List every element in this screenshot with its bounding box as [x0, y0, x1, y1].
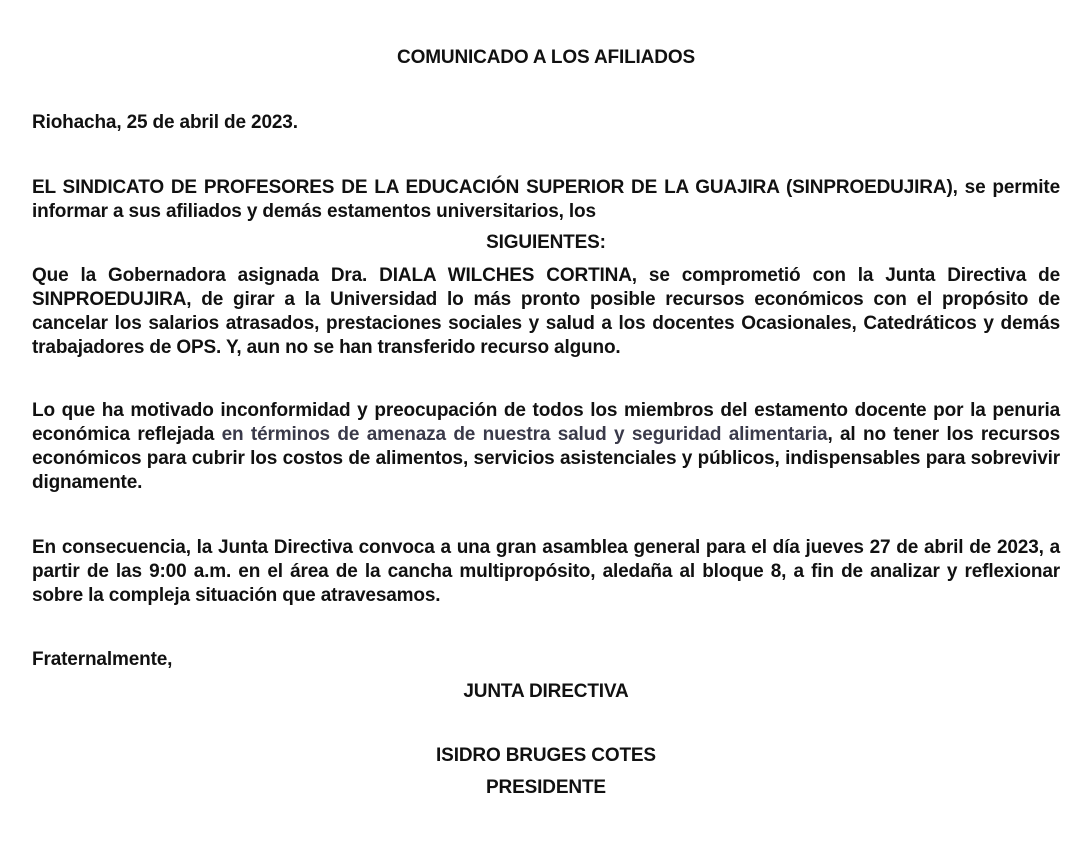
signature-organization: JUNTA DIRECTIVA: [463, 681, 629, 702]
subheading: SIGUIENTES:: [486, 232, 606, 253]
signature-name: ISIDRO BRUGES COTES: [436, 745, 656, 766]
paragraph-2-before: Lo que ha motivado inconformidad y preocupación de todos los miembros del estamento docente por la penuria económica reflejada: [32, 400, 1060, 445]
paragraph-2-after: , al no tener los recursos económicos para cubrir los costos de alimentos, servicios asistenciales y públicos, indispensables para sobrevivir dignamente.: [32, 424, 1061, 493]
paragraph-2: [32, 399, 1060, 495]
signature-position: PRESIDENTE: [486, 777, 606, 798]
intro-paragraph: EL SINDICATO DE PROFESORES DE LA EDUCACIÓN SUPERIOR DE LA GUAJIRA (SINPROEDUJIRA), se permite informar a sus afiliados y demás estamentos universitarios, los: [32, 177, 1060, 222]
closing: Fraternalmente,: [32, 649, 173, 670]
document-title: COMUNICADO A LOS AFILIADOS: [397, 47, 695, 68]
paragraph-1: Que la Gobernadora asignada Dra. DIALA WILCHES CORTINA, se comprometió con la Junta Directiva de SINPROEDUJIRA, de girar a la Universidad lo más pronto posible recursos económicos con el propósito de cancelar los salarios atrasados, prestaciones sociales y salud a los docentes Ocasionales, Catedráticos y demás trabajadores de OPS. Y, aun no se han transferido recurso alguno.: [32, 265, 1060, 358]
paragraph-2-highlight: en términos de amenaza de nuestra salud y seguridad alimentaria: [221, 424, 828, 445]
paragraph-3: En consecuencia, la Junta Directiva convoca a una gran asamblea general para el día jueves 27 de abril de 2023, a partir de las 9:00 a.m. en el área de la cancha multipropósito, aledaña al bloque 8, a fin de analizar y reflexionar sobre la compleja situación que atravesamos.: [32, 537, 1060, 606]
place-date: Riohacha, 25 de abril de 2023.: [32, 112, 298, 133]
